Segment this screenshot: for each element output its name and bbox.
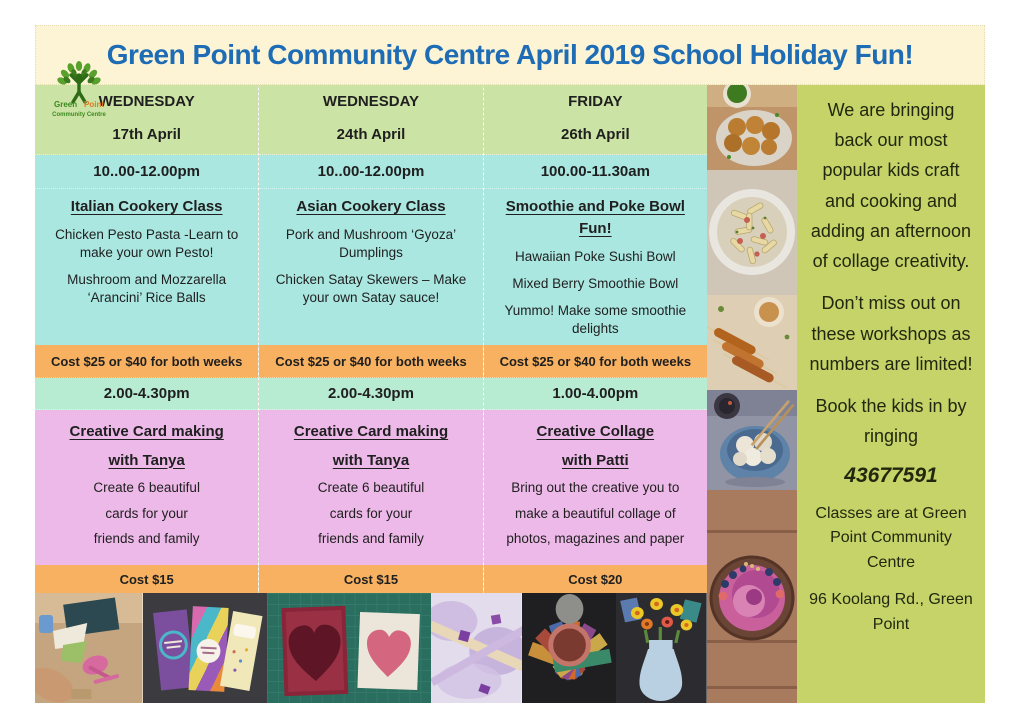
handmade-cards-photo [143,593,267,703]
morning-cost: Cost $25 or $40 for both weeks [484,345,707,378]
morning-class [259,189,482,345]
class-title: Smoothie and Poke Bowl Fun! [505,198,685,237]
class-detail: Create 6 beautiful [317,480,425,495]
date-label: 24th April [336,126,406,143]
class-title-line: Creative Card making [69,423,224,440]
morning-class [35,189,258,345]
afternoon-time: 1.00-4.00pm [484,378,707,410]
pesto-pasta-photo [707,170,797,295]
morning-class [484,189,707,345]
sidebar-booking-text: Book the kids in by ringing [815,396,967,447]
class-title-line: Creative Collage [536,423,655,440]
afternoon-cost: Cost $20 [484,565,707,593]
card-making-table-photo [35,593,143,703]
day-header [484,85,707,155]
schedule-column-wed24 [259,85,483,593]
sidebar-intro-text: We are bringing back our most popular kids craft and cooking and adding an afternoon of collage creativity. [810,100,972,272]
class-detail: Pork and Mushroom ‘Gyoza’ Dumplings [285,226,457,260]
date-label: 17th April [112,126,181,143]
photo-collage-fan-photo [522,593,616,703]
location-text: Classes are at Green Point Community Centre [815,504,967,572]
pesto-and-arancini-balls-photo [707,85,797,170]
chicken-satay-skewers-photo [707,295,797,390]
class-detail: Mixed Berry Smoothie Bowl [512,275,679,291]
class-title: Asian Cookery Class [296,198,446,215]
address-text: 96 Koolang Rd., Green Point [809,590,973,633]
day-label: FRIDAY [568,93,623,110]
class-title-line: with Patti [561,451,629,469]
date-label: 26th April [561,126,630,143]
afternoon-cost: Cost $15 [35,565,258,593]
logo-text-green: Green [54,100,78,109]
class-detail: cards for your [105,505,188,521]
class-detail: photos, magazines and paper [506,531,685,547]
afternoon-time: 2.00-4.30pm [259,378,482,410]
logo-text-subtitle: Community Centre [52,112,106,118]
phone-number: 43677591 [844,463,938,487]
afternoon-class [259,410,482,565]
day-label: WEDNESDAY [322,93,420,110]
berry-smoothie-bowl-photo [707,490,797,703]
class-detail: Create 6 beautiful [93,480,200,495]
class-title: Italian Cookery Class [70,198,223,215]
morning-cost: Cost $25 or $40 for both weeks [35,345,258,378]
flyer-page [35,25,985,703]
heart-cards-photo [267,593,432,703]
craft-photo-strip [35,593,707,703]
watercolour-collage-photo [431,593,522,703]
schedule-table [35,85,707,703]
schedule-column-wed17 [35,85,259,593]
class-detail: friends and family [318,531,424,547]
morning-time: 100.00-11.30am [484,155,707,189]
class-detail: Hawaiian Poke Sushi Bowl [515,248,676,264]
day-header [259,85,482,155]
info-sidebar [797,85,985,703]
morning-cost: Cost $25 or $40 for both weeks [259,345,482,378]
class-detail: Mushroom and Mozzarella ‘Arancini’ Rice Balls [67,272,227,306]
class-detail: Chicken Pesto Pasta -Learn to make your own Pesto! [55,226,239,260]
afternoon-class [484,410,707,565]
class-detail: Bring out the creative you to [511,480,680,495]
class-title-line: Creative Card making [293,423,449,440]
day-label: WEDNESDAY [98,93,195,110]
page-title: Green Point Community Centre April 2019 School Holiday Fun! [106,39,914,70]
paper-flower-vase-photo [616,593,707,703]
community-centre-logo-icon [40,61,118,121]
afternoon-cost: Cost $15 [259,565,482,593]
sidebar-warning-text: Don’t miss out on these workshops as numbers are limited! [809,293,973,374]
afternoon-time: 2.00-4.30pm [35,378,258,410]
morning-time: 10..00-12.00pm [259,155,482,189]
class-title-line: with Tanya [332,451,410,469]
class-detail: Chicken Satay Skewers – Make your own Satay sauce! [275,272,467,306]
schedule-column-fri26 [484,85,707,593]
class-detail: friends and family [93,531,200,547]
morning-time: 10..00-12.00pm [35,155,258,189]
afternoon-class [35,410,258,565]
class-detail: Yummo! Make some smoothie delights [504,302,687,337]
class-title-line: with Tanya [108,451,185,469]
food-photo-column [707,85,797,703]
gyoza-dumplings-photo [707,390,797,490]
class-detail: make a beautiful collage of [515,505,676,521]
title-banner [35,25,985,85]
class-detail: cards for your [329,505,413,521]
logo-text-point: Point [84,100,104,109]
